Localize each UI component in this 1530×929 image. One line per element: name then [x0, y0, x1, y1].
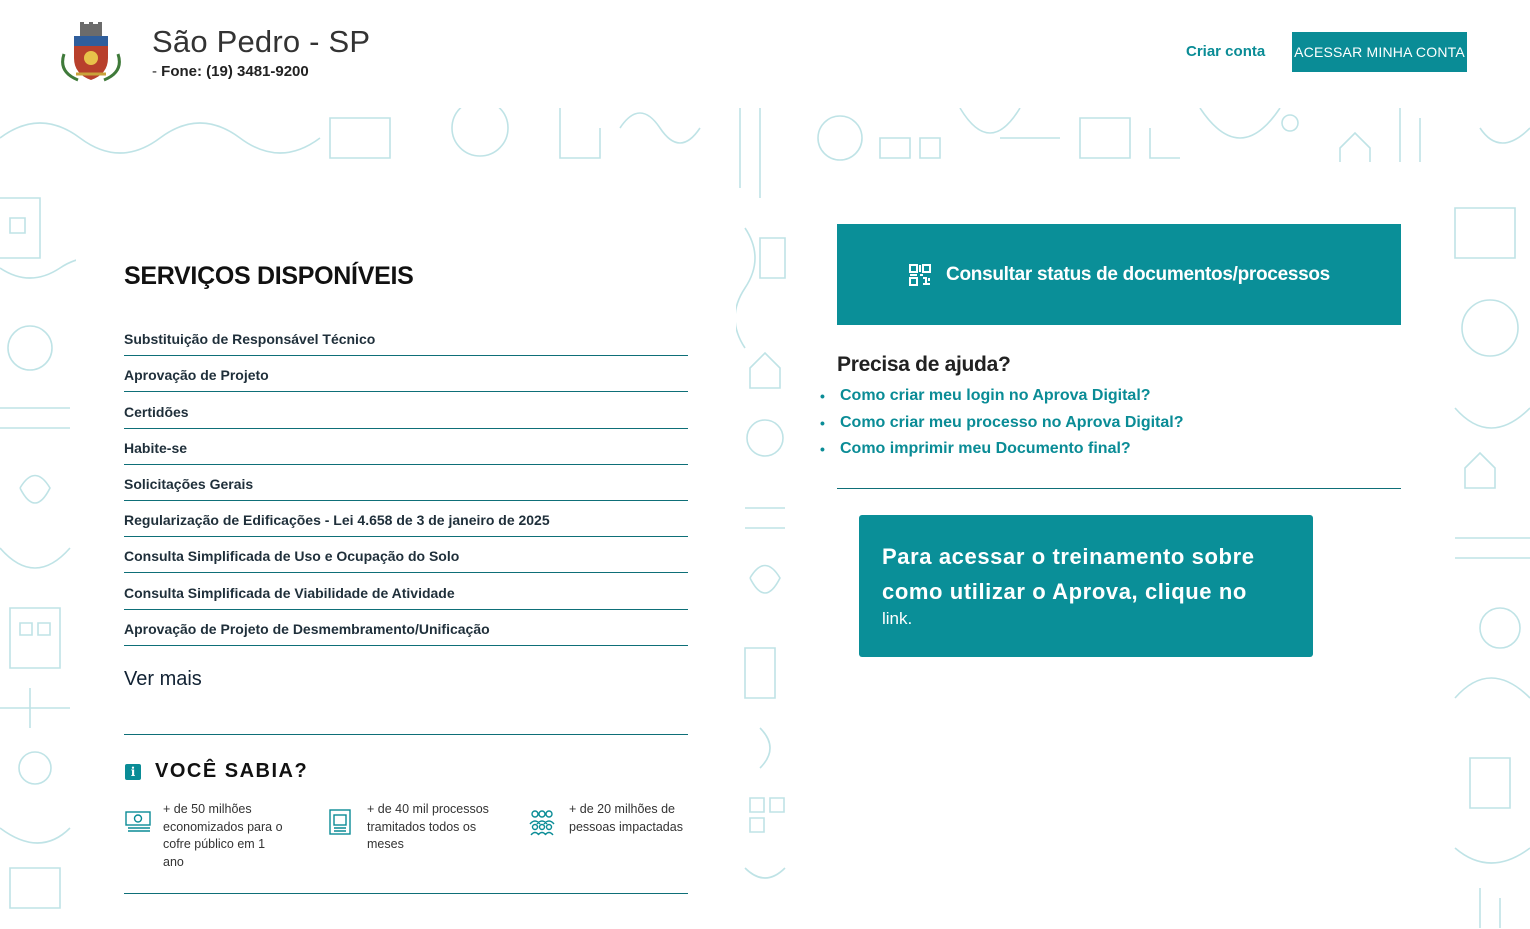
consultar-status-label: Consultar status de documentos/processos: [946, 263, 1330, 285]
fact-line: pessoas impactadas: [569, 819, 683, 834]
header: [0, 0, 1530, 108]
fact-line: + de 20 milhões de: [569, 802, 675, 816]
divider: [837, 488, 1401, 489]
service-item[interactable]: Consulta Simplificada de Viabilidade de Atividade: [124, 573, 688, 609]
people-icon: [528, 808, 556, 836]
fact-line: ano: [163, 854, 184, 869]
fact-line: economizados para o: [163, 819, 283, 834]
ver-mais-link[interactable]: Ver mais: [124, 668, 202, 690]
phone-number: [152, 63, 309, 80]
bullet-icon: •: [820, 414, 825, 431]
help-link-label: Como imprimir meu Documento final?: [840, 440, 1131, 458]
city-title: São Pedro - SP: [152, 24, 371, 59]
consultar-status-button[interactable]: [837, 224, 1401, 325]
divider: [124, 734, 688, 735]
help-link-label: Como criar meu processo no Aprova Digital?: [840, 413, 1184, 431]
fact-line: + de 40 mil processos: [367, 802, 489, 816]
service-item[interactable]: Habite-se: [124, 429, 688, 465]
service-item[interactable]: Aprovação de Projeto: [124, 356, 688, 392]
fact-people: [569, 801, 683, 836]
help-title: Precisa de ajuda?: [837, 353, 1011, 376]
services-title: SERVIÇOS DISPONÍVEIS: [124, 262, 414, 290]
bullet-icon: •: [820, 441, 825, 458]
fact-line: meses: [367, 837, 404, 851]
voce-sabia-title: VOCÊ SABIA?: [155, 760, 309, 782]
training-text-line1: Para acessar o treinamento sobre: [882, 544, 1255, 569]
help-link[interactable]: [820, 410, 1183, 437]
document-icon: [326, 808, 354, 836]
coat-of-arms-logo[interactable]: [58, 22, 124, 82]
service-item[interactable]: Regularização de Edificações - Lei 4.658 de 3 de janeiro de 2025: [124, 501, 688, 537]
bullet-icon: •: [820, 388, 825, 405]
divider: [124, 893, 688, 894]
service-item[interactable]: Certidões: [124, 392, 688, 428]
fact-line: tramitados todos os: [367, 819, 477, 834]
training-text-line2: como utilizar o Aprova, clique no: [882, 579, 1247, 604]
info-icon: i: [125, 764, 141, 780]
training-link[interactable]: link.: [882, 609, 913, 628]
training-card[interactable]: [859, 515, 1313, 657]
fact-line: + de 50 milhões: [163, 802, 252, 816]
service-item[interactable]: Solicitações Gerais: [124, 465, 688, 501]
fact-processes: [367, 801, 489, 854]
money-icon: [124, 808, 152, 836]
help-link-label: Como criar meu login no Aprova Digital?: [840, 387, 1151, 405]
help-links: [820, 383, 1183, 463]
service-item[interactable]: Aprovação de Projeto de Desmembramento/Unificação: [124, 610, 688, 646]
fact-line: cofre público em 1: [163, 837, 266, 851]
service-item[interactable]: Substituição de Responsável Técnico: [124, 320, 688, 356]
acessar-conta-button[interactable]: ACESSAR MINHA CONTA: [1292, 32, 1467, 72]
phone-value: Fone: (19) 3481-9200: [161, 63, 309, 80]
qr-code-icon: [908, 263, 932, 287]
fact-money: [163, 801, 283, 871]
services-list: [124, 320, 688, 646]
phone-prefix: -: [152, 63, 162, 80]
service-item[interactable]: Consulta Simplificada de Uso e Ocupação do Solo: [124, 537, 688, 573]
criar-conta-link[interactable]: Criar conta: [1186, 43, 1266, 60]
help-link[interactable]: [820, 436, 1183, 463]
help-link[interactable]: [820, 383, 1183, 410]
